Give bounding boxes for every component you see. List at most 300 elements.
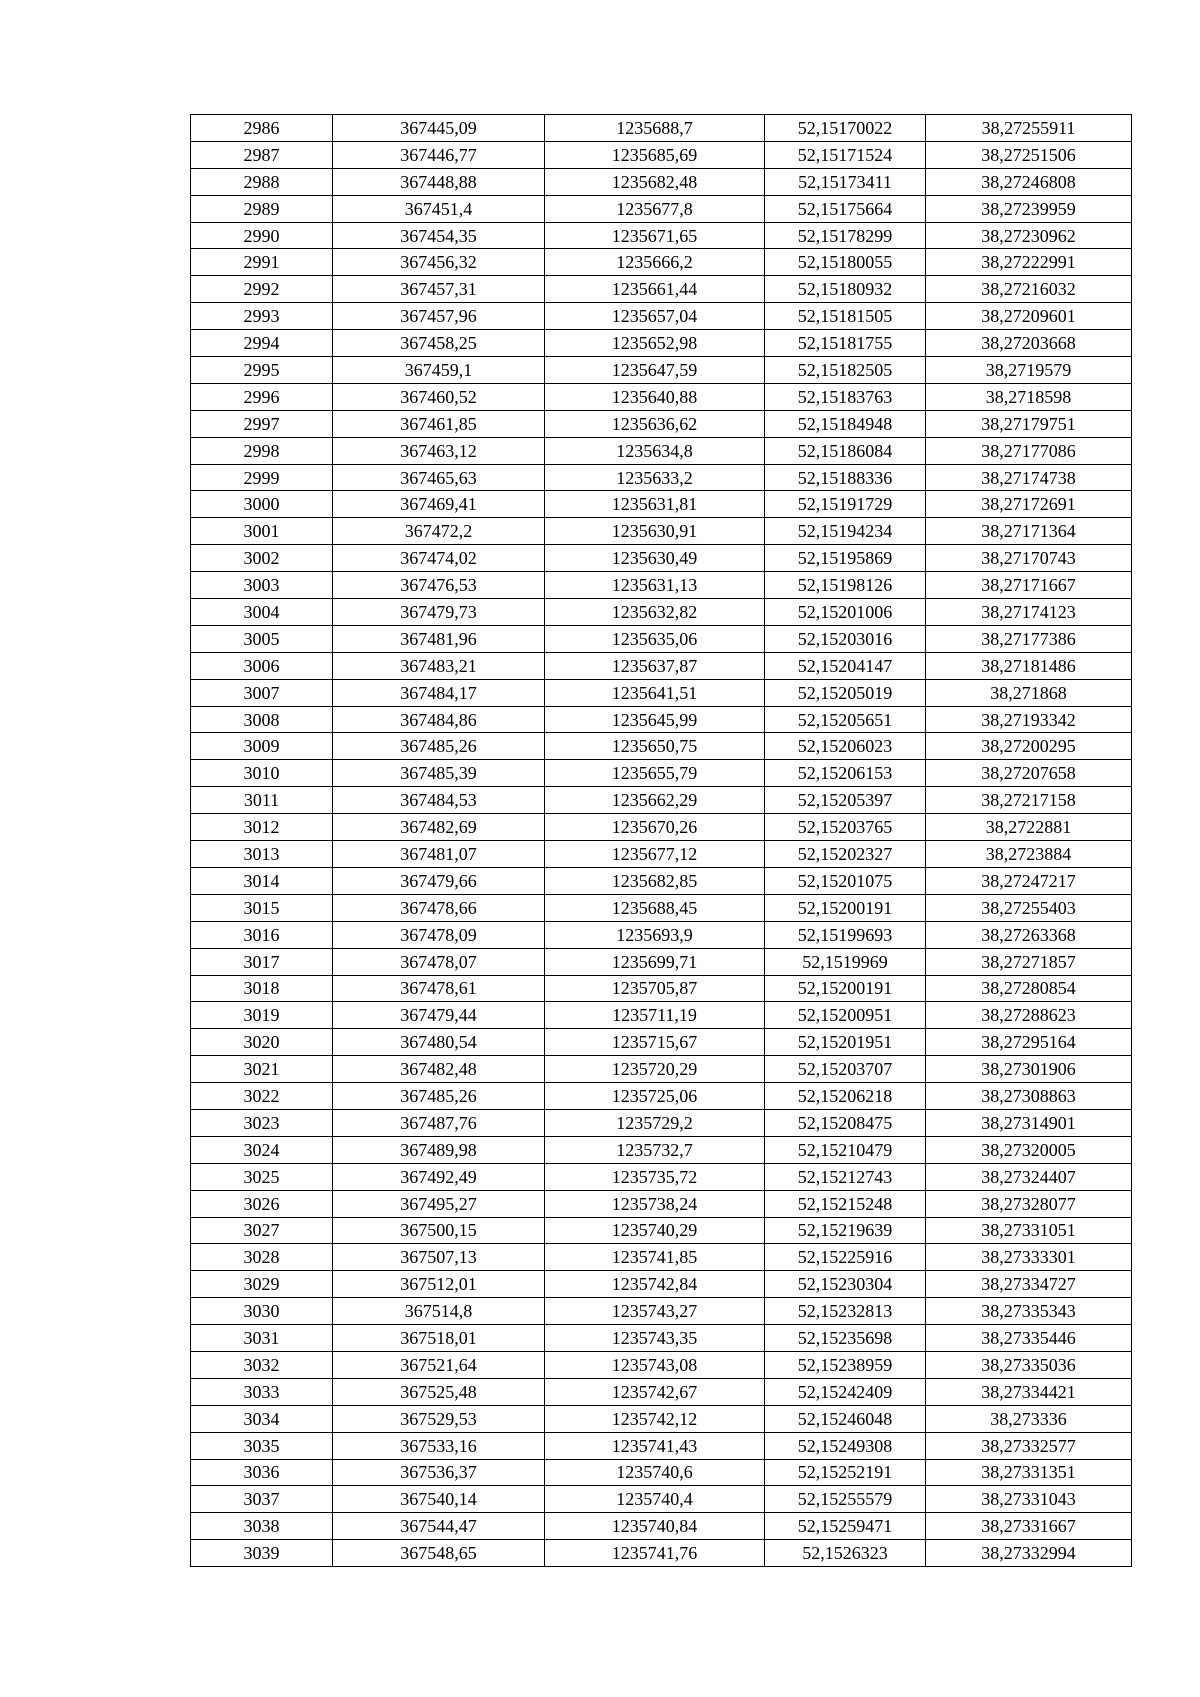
x-coordinate-cell: 367482,48 [333,1056,545,1083]
x-coordinate-cell: 367484,17 [333,679,545,706]
latitude-cell: 52,15195869 [765,545,926,572]
x-coordinate-cell: 367474,02 [333,545,545,572]
point-number-cell: 3008 [191,706,333,733]
longitude-cell: 38,27181486 [926,652,1132,679]
y-coordinate-cell: 1235631,81 [545,491,765,518]
latitude-cell: 52,15204147 [765,652,926,679]
y-coordinate-cell: 1235740,84 [545,1513,765,1540]
longitude-cell: 38,27174738 [926,464,1132,491]
table-row [191,1002,1132,1029]
point-number-cell: 3030 [191,1298,333,1325]
latitude-cell: 52,15259471 [765,1513,926,1540]
longitude-cell: 38,27271857 [926,948,1132,975]
x-coordinate-cell: 367485,39 [333,760,545,787]
y-coordinate-cell: 1235741,85 [545,1244,765,1271]
longitude-cell: 38,27332577 [926,1432,1132,1459]
y-coordinate-cell: 1235661,44 [545,276,765,303]
x-coordinate-cell: 367536,37 [333,1459,545,1486]
point-number-cell: 2987 [191,141,333,168]
point-number-cell: 3011 [191,787,333,814]
latitude-cell: 52,15219639 [765,1217,926,1244]
y-coordinate-cell: 1235662,29 [545,787,765,814]
y-coordinate-cell: 1235729,2 [545,1109,765,1136]
y-coordinate-cell: 1235677,12 [545,841,765,868]
longitude-cell: 38,27171667 [926,572,1132,599]
table-row [191,975,1132,1002]
table-row [191,1405,1132,1432]
point-number-cell: 3038 [191,1513,333,1540]
y-coordinate-cell: 1235632,82 [545,599,765,626]
y-coordinate-cell: 1235630,49 [545,545,765,572]
latitude-cell: 52,15180932 [765,276,926,303]
latitude-cell: 52,15175664 [765,195,926,222]
latitude-cell: 52,15201075 [765,867,926,894]
y-coordinate-cell: 1235711,19 [545,1002,765,1029]
x-coordinate-cell: 367469,41 [333,491,545,518]
longitude-cell: 38,27328077 [926,1190,1132,1217]
x-coordinate-cell: 367457,96 [333,303,545,330]
table-row [191,1244,1132,1271]
x-coordinate-cell: 367478,61 [333,975,545,1002]
latitude-cell: 52,15242409 [765,1378,926,1405]
table-row [191,1459,1132,1486]
table-row [191,383,1132,410]
longitude-cell: 38,27324407 [926,1163,1132,1190]
y-coordinate-cell: 1235652,98 [545,330,765,357]
y-coordinate-cell: 1235670,26 [545,814,765,841]
y-coordinate-cell: 1235688,7 [545,115,765,142]
point-number-cell: 3037 [191,1486,333,1513]
table-row [191,1486,1132,1513]
point-number-cell: 2995 [191,357,333,384]
latitude-cell: 52,15225916 [765,1244,926,1271]
point-number-cell: 3007 [191,679,333,706]
x-coordinate-cell: 367484,53 [333,787,545,814]
table-row [191,491,1132,518]
y-coordinate-cell: 1235685,69 [545,141,765,168]
latitude-cell: 52,15194234 [765,518,926,545]
y-coordinate-cell: 1235655,79 [545,760,765,787]
table-row [191,276,1132,303]
table-row [191,195,1132,222]
y-coordinate-cell: 1235720,29 [545,1056,765,1083]
latitude-cell: 52,15182505 [765,357,926,384]
y-coordinate-cell: 1235682,85 [545,867,765,894]
y-coordinate-cell: 1235650,75 [545,733,765,760]
point-number-cell: 2993 [191,303,333,330]
x-coordinate-cell: 367518,01 [333,1325,545,1352]
y-coordinate-cell: 1235640,88 [545,383,765,410]
x-coordinate-cell: 367529,53 [333,1405,545,1432]
latitude-cell: 52,15205651 [765,706,926,733]
longitude-cell: 38,2723884 [926,841,1132,868]
latitude-cell: 52,15201006 [765,599,926,626]
latitude-cell: 52,15235698 [765,1325,926,1352]
x-coordinate-cell: 367512,01 [333,1271,545,1298]
x-coordinate-cell: 367521,64 [333,1351,545,1378]
point-number-cell: 2998 [191,437,333,464]
x-coordinate-cell: 367507,13 [333,1244,545,1271]
table-row [191,222,1132,249]
longitude-cell: 38,27288623 [926,1002,1132,1029]
point-number-cell: 3031 [191,1325,333,1352]
point-number-cell: 3035 [191,1432,333,1459]
point-number-cell: 2997 [191,410,333,437]
latitude-cell: 52,15199693 [765,921,926,948]
point-number-cell: 3023 [191,1109,333,1136]
y-coordinate-cell: 1235741,76 [545,1540,765,1567]
point-number-cell: 3036 [191,1459,333,1486]
table-row [191,249,1132,276]
x-coordinate-cell: 367548,65 [333,1540,545,1567]
point-number-cell: 3005 [191,625,333,652]
x-coordinate-cell: 367544,47 [333,1513,545,1540]
x-coordinate-cell: 367459,1 [333,357,545,384]
longitude-cell: 38,27174123 [926,599,1132,626]
longitude-cell: 38,27308863 [926,1083,1132,1110]
x-coordinate-cell: 367479,66 [333,867,545,894]
x-coordinate-cell: 367485,26 [333,733,545,760]
table-row [191,625,1132,652]
point-number-cell: 3033 [191,1378,333,1405]
x-coordinate-cell: 367540,14 [333,1486,545,1513]
table-row [191,1378,1132,1405]
x-coordinate-cell: 367525,48 [333,1378,545,1405]
y-coordinate-cell: 1235742,84 [545,1271,765,1298]
longitude-cell: 38,27331667 [926,1513,1132,1540]
y-coordinate-cell: 1235742,12 [545,1405,765,1432]
latitude-cell: 52,15206153 [765,760,926,787]
table-row [191,1029,1132,1056]
point-number-cell: 3014 [191,867,333,894]
coordinates-table [190,114,1132,1567]
y-coordinate-cell: 1235743,08 [545,1351,765,1378]
x-coordinate-cell: 367451,4 [333,195,545,222]
table-row [191,518,1132,545]
y-coordinate-cell: 1235735,72 [545,1163,765,1190]
point-number-cell: 3000 [191,491,333,518]
latitude-cell: 52,15203016 [765,625,926,652]
x-coordinate-cell: 367482,69 [333,814,545,841]
point-number-cell: 3001 [191,518,333,545]
longitude-cell: 38,27320005 [926,1136,1132,1163]
x-coordinate-cell: 367463,12 [333,437,545,464]
latitude-cell: 52,15191729 [765,491,926,518]
table-row [191,948,1132,975]
longitude-cell: 38,27172691 [926,491,1132,518]
longitude-cell: 38,27314901 [926,1109,1132,1136]
y-coordinate-cell: 1235693,9 [545,921,765,948]
longitude-cell: 38,27203668 [926,330,1132,357]
x-coordinate-cell: 367454,35 [333,222,545,249]
x-coordinate-cell: 367458,25 [333,330,545,357]
table-row [191,1163,1132,1190]
latitude-cell: 52,15232813 [765,1298,926,1325]
latitude-cell: 52,15252191 [765,1459,926,1486]
longitude-cell: 38,27334727 [926,1271,1132,1298]
y-coordinate-cell: 1235742,67 [545,1378,765,1405]
longitude-cell: 38,271868 [926,679,1132,706]
longitude-cell: 38,2719579 [926,357,1132,384]
x-coordinate-cell: 367483,21 [333,652,545,679]
longitude-cell: 38,27335343 [926,1298,1132,1325]
x-coordinate-cell: 367448,88 [333,168,545,195]
y-coordinate-cell: 1235657,04 [545,303,765,330]
latitude-cell: 52,15206218 [765,1083,926,1110]
latitude-cell: 52,15186084 [765,437,926,464]
y-coordinate-cell: 1235671,65 [545,222,765,249]
point-number-cell: 3019 [191,1002,333,1029]
table-row [191,141,1132,168]
longitude-cell: 38,27177086 [926,437,1132,464]
longitude-cell: 38,27170743 [926,545,1132,572]
x-coordinate-cell: 367460,52 [333,383,545,410]
point-number-cell: 3010 [191,760,333,787]
y-coordinate-cell: 1235699,71 [545,948,765,975]
table-row [191,787,1132,814]
y-coordinate-cell: 1235688,45 [545,894,765,921]
y-coordinate-cell: 1235637,87 [545,652,765,679]
latitude-cell: 52,15200191 [765,975,926,1002]
table-row [191,841,1132,868]
x-coordinate-cell: 367445,09 [333,115,545,142]
point-number-cell: 3029 [191,1271,333,1298]
x-coordinate-cell: 367479,44 [333,1002,545,1029]
y-coordinate-cell: 1235641,51 [545,679,765,706]
longitude-cell: 38,27193342 [926,706,1132,733]
table-row [191,1432,1132,1459]
table-row [191,894,1132,921]
latitude-cell: 52,15201951 [765,1029,926,1056]
table-row [191,706,1132,733]
coordinates-table-body [191,115,1132,1567]
y-coordinate-cell: 1235633,2 [545,464,765,491]
table-row [191,1513,1132,1540]
table-row [191,330,1132,357]
table-row [191,437,1132,464]
point-number-cell: 3015 [191,894,333,921]
latitude-cell: 52,15238959 [765,1351,926,1378]
point-number-cell: 3017 [191,948,333,975]
table-row [191,679,1132,706]
point-number-cell: 3021 [191,1056,333,1083]
y-coordinate-cell: 1235682,48 [545,168,765,195]
table-row [191,1136,1132,1163]
x-coordinate-cell: 367481,07 [333,841,545,868]
y-coordinate-cell: 1235630,91 [545,518,765,545]
table-row [191,652,1132,679]
latitude-cell: 52,15205019 [765,679,926,706]
latitude-cell: 52,15255579 [765,1486,926,1513]
x-coordinate-cell: 367492,49 [333,1163,545,1190]
latitude-cell: 52,15215248 [765,1190,926,1217]
point-number-cell: 3022 [191,1083,333,1110]
x-coordinate-cell: 367533,16 [333,1432,545,1459]
table-row [191,733,1132,760]
y-coordinate-cell: 1235743,27 [545,1298,765,1325]
table-row [191,168,1132,195]
point-number-cell: 3032 [191,1351,333,1378]
latitude-cell: 52,15249308 [765,1432,926,1459]
y-coordinate-cell: 1235631,13 [545,572,765,599]
x-coordinate-cell: 367446,77 [333,141,545,168]
latitude-cell: 52,1519969 [765,948,926,975]
point-number-cell: 3024 [191,1136,333,1163]
longitude-cell: 38,27332994 [926,1540,1132,1567]
x-coordinate-cell: 367478,66 [333,894,545,921]
x-coordinate-cell: 367484,86 [333,706,545,733]
table-row [191,760,1132,787]
longitude-cell: 38,27247217 [926,867,1132,894]
point-number-cell: 2991 [191,249,333,276]
point-number-cell: 3009 [191,733,333,760]
point-number-cell: 3028 [191,1244,333,1271]
latitude-cell: 52,15230304 [765,1271,926,1298]
point-number-cell: 3004 [191,599,333,626]
x-coordinate-cell: 367457,31 [333,276,545,303]
longitude-cell: 38,27301906 [926,1056,1132,1083]
longitude-cell: 38,27179751 [926,410,1132,437]
point-number-cell: 3002 [191,545,333,572]
latitude-cell: 52,15170022 [765,115,926,142]
table-row [191,1351,1132,1378]
longitude-cell: 38,27255911 [926,115,1132,142]
point-number-cell: 2996 [191,383,333,410]
table-row [191,1109,1132,1136]
longitude-cell: 38,2718598 [926,383,1132,410]
latitude-cell: 52,15171524 [765,141,926,168]
y-coordinate-cell: 1235743,35 [545,1325,765,1352]
longitude-cell: 38,27295164 [926,1029,1132,1056]
y-coordinate-cell: 1235741,43 [545,1432,765,1459]
latitude-cell: 52,15203707 [765,1056,926,1083]
x-coordinate-cell: 367478,07 [333,948,545,975]
y-coordinate-cell: 1235705,87 [545,975,765,1002]
y-coordinate-cell: 1235677,8 [545,195,765,222]
longitude-cell: 38,27333301 [926,1244,1132,1271]
x-coordinate-cell: 367478,09 [333,921,545,948]
table-row [191,303,1132,330]
longitude-cell: 38,27334421 [926,1378,1132,1405]
longitude-cell: 38,27280854 [926,975,1132,1002]
latitude-cell: 52,15198126 [765,572,926,599]
y-coordinate-cell: 1235725,06 [545,1083,765,1110]
latitude-cell: 52,15205397 [765,787,926,814]
longitude-cell: 38,27251506 [926,141,1132,168]
latitude-cell: 52,15200191 [765,894,926,921]
y-coordinate-cell: 1235636,62 [545,410,765,437]
table-row [191,1271,1132,1298]
x-coordinate-cell: 367500,15 [333,1217,545,1244]
point-number-cell: 2988 [191,168,333,195]
latitude-cell: 52,15208475 [765,1109,926,1136]
longitude-cell: 38,27216032 [926,276,1132,303]
point-number-cell: 3006 [191,652,333,679]
x-coordinate-cell: 367485,26 [333,1083,545,1110]
point-number-cell: 2989 [191,195,333,222]
y-coordinate-cell: 1235740,29 [545,1217,765,1244]
table-row [191,1325,1132,1352]
x-coordinate-cell: 367495,27 [333,1190,545,1217]
longitude-cell: 38,27331043 [926,1486,1132,1513]
y-coordinate-cell: 1235715,67 [545,1029,765,1056]
y-coordinate-cell: 1235647,59 [545,357,765,384]
table-row [191,1217,1132,1244]
longitude-cell: 38,27200295 [926,733,1132,760]
longitude-cell: 38,27239959 [926,195,1132,222]
point-number-cell: 2986 [191,115,333,142]
y-coordinate-cell: 1235634,8 [545,437,765,464]
longitude-cell: 38,273336 [926,1405,1132,1432]
latitude-cell: 52,15203765 [765,814,926,841]
x-coordinate-cell: 367514,8 [333,1298,545,1325]
point-number-cell: 2990 [191,222,333,249]
table-row [191,1083,1132,1110]
latitude-cell: 52,15210479 [765,1136,926,1163]
x-coordinate-cell: 367465,63 [333,464,545,491]
table-row [191,545,1132,572]
point-number-cell: 3025 [191,1163,333,1190]
table-row [191,1540,1132,1567]
latitude-cell: 52,15184948 [765,410,926,437]
latitude-cell: 52,15212743 [765,1163,926,1190]
longitude-cell: 38,27263368 [926,921,1132,948]
point-number-cell: 2999 [191,464,333,491]
y-coordinate-cell: 1235635,06 [545,625,765,652]
x-coordinate-cell: 367481,96 [333,625,545,652]
x-coordinate-cell: 367476,53 [333,572,545,599]
longitude-cell: 38,27209601 [926,303,1132,330]
table-row [191,1190,1132,1217]
point-number-cell: 3020 [191,1029,333,1056]
latitude-cell: 52,15181505 [765,303,926,330]
y-coordinate-cell: 1235740,6 [545,1459,765,1486]
latitude-cell: 52,15180055 [765,249,926,276]
point-number-cell: 3039 [191,1540,333,1567]
y-coordinate-cell: 1235738,24 [545,1190,765,1217]
y-coordinate-cell: 1235666,2 [545,249,765,276]
latitude-cell: 52,15178299 [765,222,926,249]
table-row [191,464,1132,491]
longitude-cell: 38,27335036 [926,1351,1132,1378]
longitude-cell: 38,27255403 [926,894,1132,921]
longitude-cell: 38,27335446 [926,1325,1132,1352]
longitude-cell: 38,27222991 [926,249,1132,276]
point-number-cell: 3016 [191,921,333,948]
y-coordinate-cell: 1235732,7 [545,1136,765,1163]
latitude-cell: 52,15181755 [765,330,926,357]
table-row [191,867,1132,894]
point-number-cell: 2992 [191,276,333,303]
point-number-cell: 3013 [191,841,333,868]
table-row [191,572,1132,599]
longitude-cell: 38,27230962 [926,222,1132,249]
latitude-cell: 52,15183763 [765,383,926,410]
x-coordinate-cell: 367472,2 [333,518,545,545]
table-row [191,814,1132,841]
y-coordinate-cell: 1235645,99 [545,706,765,733]
latitude-cell: 52,15246048 [765,1405,926,1432]
longitude-cell: 38,27171364 [926,518,1132,545]
point-number-cell: 3003 [191,572,333,599]
longitude-cell: 38,2722881 [926,814,1132,841]
x-coordinate-cell: 367489,98 [333,1136,545,1163]
point-number-cell: 2994 [191,330,333,357]
point-number-cell: 3018 [191,975,333,1002]
table-row [191,921,1132,948]
longitude-cell: 38,27331351 [926,1459,1132,1486]
latitude-cell: 52,15188336 [765,464,926,491]
